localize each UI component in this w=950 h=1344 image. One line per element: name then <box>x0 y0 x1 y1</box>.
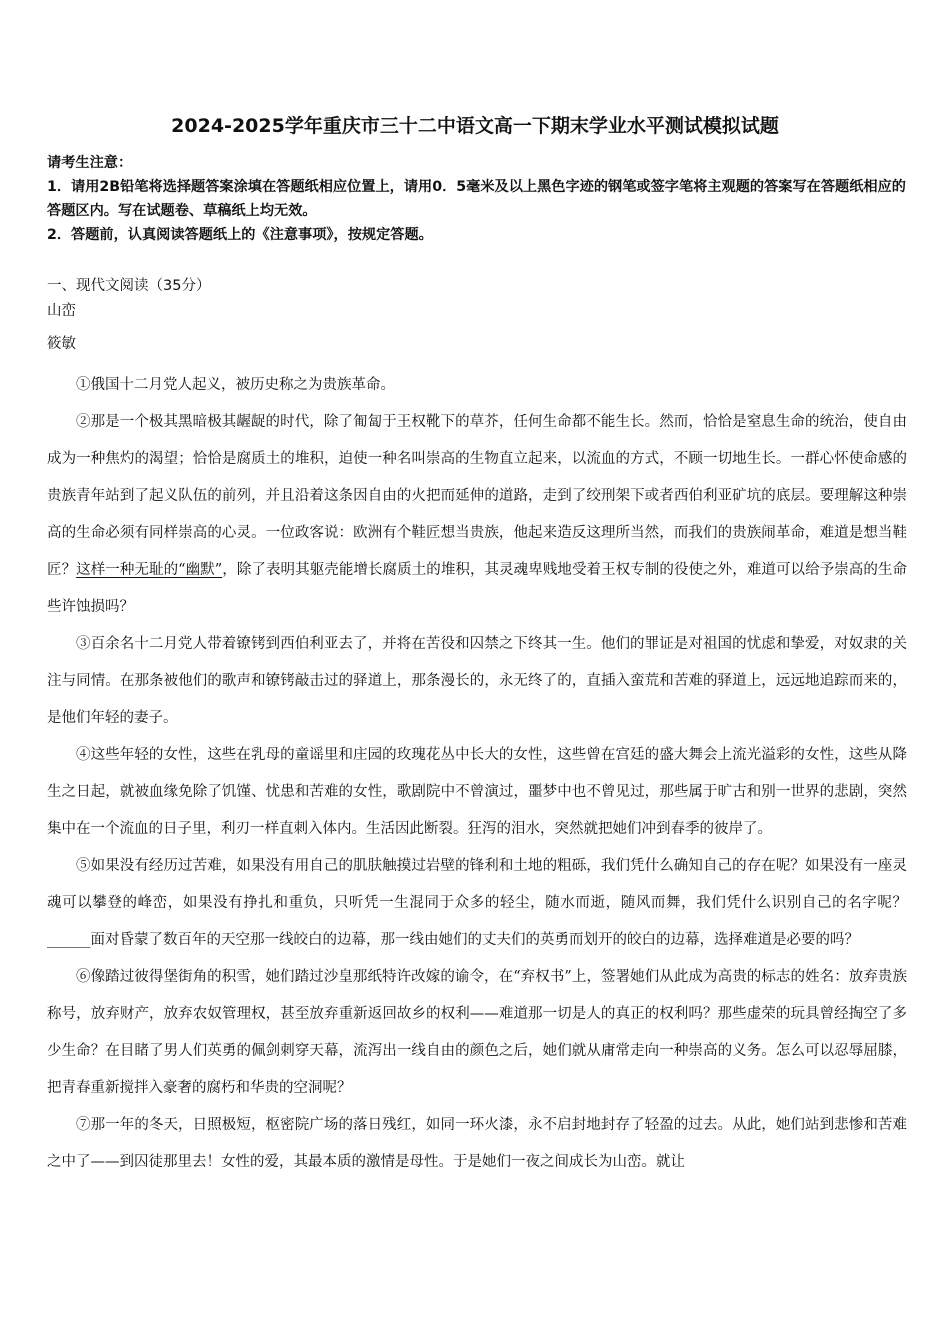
paragraph-3: ③百余名十二月党人带着镣铐到西伯利亚去了，并将在苦役和囚禁之下终其一生。他们的罪证是对祖国的忧虑和挚爱，对奴隶的关注与同情。在那条被他们的歌声和镣铐敲击过的驿道上，那条漫长的，永无终了的，直插入蛮荒和苦难的驿道上，远远地追踪而来的，是他们年轻的妻子。 <box>47 636 907 726</box>
paragraph-5: ⑤如果没有经历过苦难，如果没有用自己的肌肤触摸过岩壁的锋利和土地的粗砾，我们凭什么确知自己的存在呢？如果没有一座灵魂可以攀登的峰峦，如果没有挣扎和重负，只听凭一生混同于众多的轻尘，随水而逝，随风而舞，我们凭什么识别自己的名字呢？______面对昏蒙了数百年的天空那一线皎白的边幕，那一线由她们的丈夫们的英勇而划开的皎白的边幕，选择难道是必要的吗？ <box>47 858 907 948</box>
paragraph-2-part-1: ②那是一个极其黑暗极其龌龊的时代，除了匍匐于王权靴下的草芥，任何生命都不能生长。然而，恰恰是窒息生命的统治，使自由成为一种焦灼的渴望；恰恰是腐质土的堆积，迫使一种名叫崇高的生物直立起来，以流血的方式，不顾一切地生长。一群心怀使命感的贵族青年站到了起义队伍的前列，并且沿着这条因自由的火把而延伸的道路，走到了绞刑架下或者西伯利亚矿坑的底层。要理解这种崇高的生命必须有同样崇高的心灵。一位政客说：欧洲有个鞋匠想当贵族，他起来造反这理所当然，而我们的贵族闹革命，难道是想当鞋匠？ <box>47 414 907 578</box>
notice-block <box>47 151 907 247</box>
article-body <box>47 367 907 1181</box>
notice-heading: 请考生注意： <box>47 155 133 171</box>
exam-title: 2024-2025学年重庆市三十二中语文高一下期末学业水平测试模拟试题 <box>171 115 779 137</box>
article-author: 筱敏 <box>47 336 76 352</box>
underlined-phrase: 这样一种无耻的“幽默” <box>76 562 223 578</box>
paragraph-7: ⑦那一年的冬天，日照极短，枢密院广场的落日残红，如同一环火漆，永不启封地封存了轻盈的过去。从此，她们站到悲惨和苦难之中了——到囚徒那里去！女性的爱，其最本质的激情是母性。于是她们一夜之间成长为山峦。就让 <box>47 1117 907 1170</box>
notice-item-1: 1．请用2B铅笔将选择题答案涂填在答题纸相应位置上，请用0．5毫米及以上黑色字迹的钢笔或签字笔将主观题的答案写在答题纸相应的答题区内。写在试题卷、草稿纸上均无效。 <box>47 179 906 219</box>
section-heading: 一、现代文阅读（35分） <box>47 278 211 294</box>
paragraph-4: ④这些年轻的女性，这些在乳母的童谣里和庄园的玫瑰花丛中长大的女性，这些曾在宫廷的盛大舞会上流光溢彩的女性，这些从降生之日起，就被血缘免除了饥馑、忧患和苦难的女性，歌剧院中不曾演过，噩梦中也不曾见过，那些属于旷古和别一世界的悲剧，突然集中在一个流血的日子里，利刃一样直刺入体内。生活因此断裂。狂泻的泪水，突然就把她们冲到春季的彼岸了。 <box>47 747 907 837</box>
paragraph-6: ⑥像踏过彼得堡街角的积雪，她们踏过沙皇那纸特许改嫁的谕令，在“弃权书”上，签署她们从此成为高贵的标志的姓名：放弃贵族称号，放弃财产，放弃农奴管理权，甚至放弃重新返回故乡的权利——难道那一切是人的真正的权利吗？那些虚荣的玩具曾经掏空了多少生命？在目睹了男人们英勇的佩剑刺穿天幕，流泻出一线自由的颜色之后，她们就从庸常走向一种崇高的义务。怎么可以忍辱屈膝，把青春重新搅拌入豪奢的腐朽和华贵的空洞呢？ <box>47 969 907 1096</box>
paragraph-2-part-2: ，除了表明其躯壳能增长腐质土的堆积，其灵魂卑贱地受着王权专制的役使之外，难道可以给予崇高的生命些许蚀损吗？ <box>47 562 908 615</box>
article-title: 山峦 <box>47 303 76 319</box>
paragraph-1: ①俄国十二月党人起义，被历史称之为贵族革命。 <box>76 377 395 393</box>
paragraph-2 <box>47 404 907 626</box>
notice-item-2: 2．答题前，认真阅读答题纸上的《注意事项》，按规定答题。 <box>47 227 433 243</box>
